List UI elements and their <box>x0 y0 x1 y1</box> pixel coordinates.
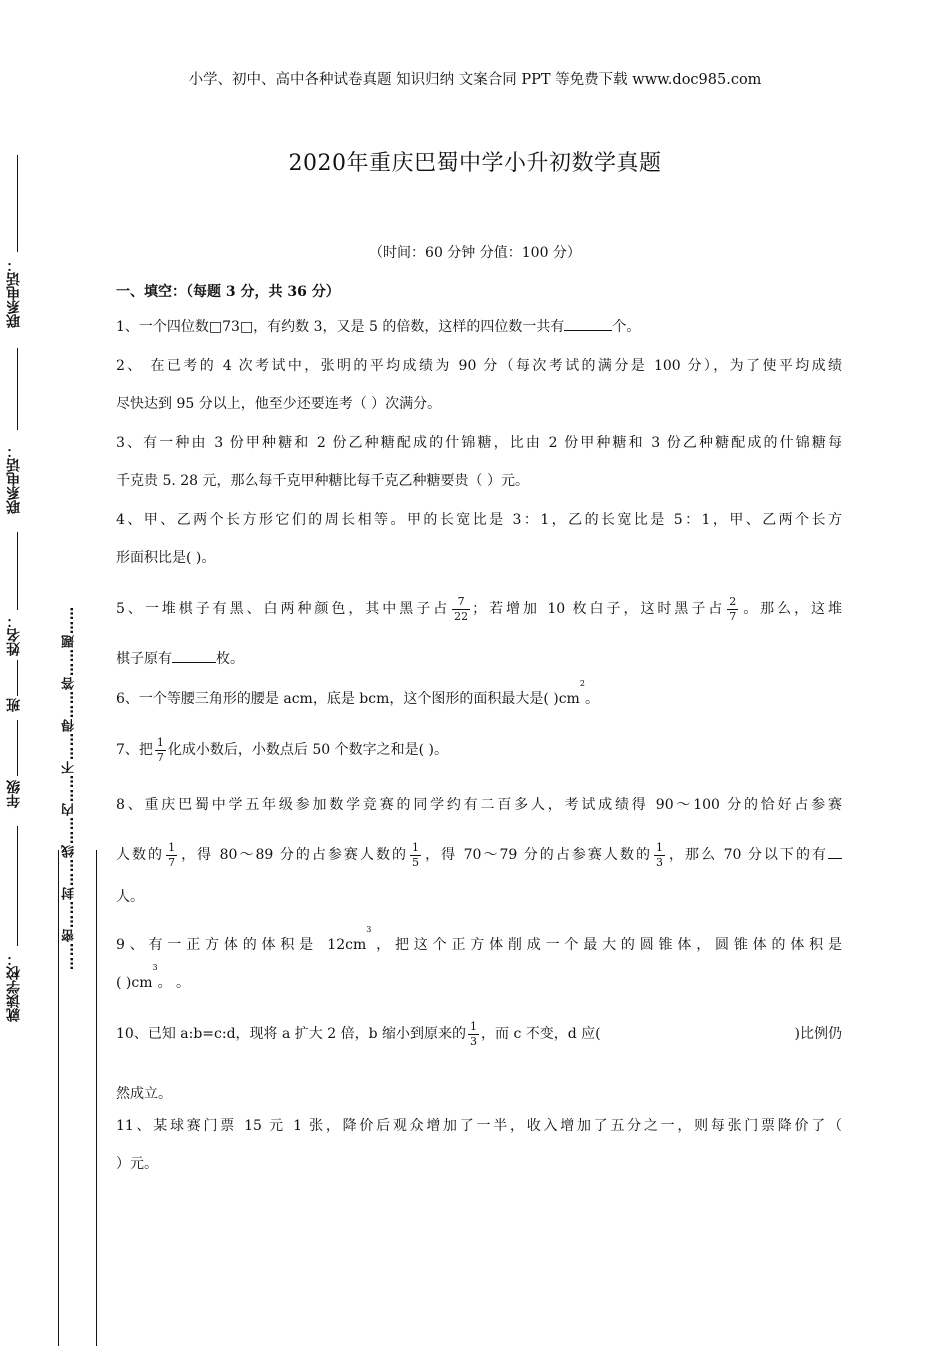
seal-line-right <box>96 850 97 1346</box>
fraction-denominator: 7 <box>168 855 176 869</box>
site-header: 小学、初中、高中各种试卷真题 知识归纳 文案合同 PPT 等免费下载 www.doc985.com <box>188 72 762 88</box>
margin-line-4 <box>17 660 18 696</box>
margin-line-5 <box>17 720 18 776</box>
question-5-text-e: 枚。 <box>216 651 244 667</box>
question-9-text-b: ，把这个正方体削成一个最大的圆锥体，圆锥体的体积是 <box>371 937 842 953</box>
fraction-1-3 <box>654 841 665 870</box>
question-6-text: 6、一个等腰三角形的腰是 acm，底是 bcm，这个图形的面积最大是( )cm <box>116 691 580 707</box>
question-8 <box>116 786 842 916</box>
margin-line-6 <box>17 826 18 946</box>
question-6 <box>116 680 842 718</box>
fraction-denominator: 3 <box>656 855 663 869</box>
question-5-text-b: ；若增加 10 枚白子，这时黑子占 <box>472 601 726 617</box>
fraction-numerator: 1 <box>656 840 663 854</box>
margin-label-phone-2: 联系电话： <box>6 444 22 514</box>
question-1 <box>116 308 842 346</box>
fraction-denominator: 22 <box>454 609 469 623</box>
margin-line-2 <box>17 348 18 430</box>
question-5-text-d: 棋子原有 <box>116 651 172 667</box>
question-10-text-a: 10、已知 a:b=c:d，现将 a 扩大 2 倍，b 缩小到原来的 <box>116 1026 467 1042</box>
superscript: 2 <box>579 679 585 688</box>
fraction-numerator: 2 <box>729 594 737 608</box>
question-1-text: 1、一个四位数□73□，有约数 3，又是 5 的倍数，这样的四位数一共有 <box>116 319 565 335</box>
question-8-text-c: ，得 80～89 分的占参赛人数的 <box>179 847 409 863</box>
question-9-line-2 <box>116 964 842 1002</box>
question-10-line-1 <box>116 1014 842 1054</box>
fraction-numerator: 7 <box>457 594 465 608</box>
margin-label-grade: 年级 <box>6 780 22 808</box>
exam-info: （时间：60 分钟 分值：100 分） <box>369 245 581 261</box>
fraction-numerator: 1 <box>168 840 176 854</box>
question-11-line-2: ）元。 <box>116 1156 158 1172</box>
question-8-text-e: ，那么 70 分以下的有 <box>667 847 829 863</box>
fraction-numerator: 1 <box>412 840 420 854</box>
margin-label-name: 姓名： <box>6 614 22 656</box>
fraction-denominator: 7 <box>729 609 737 623</box>
question-11 <box>116 1107 842 1183</box>
question-7 <box>116 730 842 770</box>
fraction-1-3 <box>468 1020 479 1049</box>
page-title: 2020年重庆巴蜀中学小升初数学真题 <box>288 151 662 176</box>
question-8-line-3: 人。 <box>116 889 144 905</box>
answer-blank <box>172 648 216 663</box>
question-4-line-1: 4、甲、乙两个长方形它们的周长相等。甲的长宽比是 3：1，乙的长宽比是 5：1，甲、乙两个长方 <box>116 512 842 528</box>
fraction-denominator: 7 <box>156 750 164 764</box>
margin-line-1 <box>17 155 18 252</box>
seal-line-left <box>58 850 59 1346</box>
question-8-line-2 <box>116 836 842 874</box>
question-7-text-a: 7、把 <box>116 742 153 758</box>
question-4-line-2: 形面积比是( )。 <box>116 550 216 566</box>
question-9-line-1 <box>116 926 842 964</box>
fraction-1-7 <box>166 841 177 870</box>
margin-label-class: 班 <box>6 698 22 712</box>
question-2 <box>116 347 842 423</box>
question-5 <box>116 589 842 679</box>
answer-blank <box>564 316 612 331</box>
question-8-text-d: ，得 70～79 分的占参赛人数的 <box>423 847 652 863</box>
margin-line-3 <box>17 532 18 610</box>
question-2-line-2: 尽快达到 95 分以上，他至少还要连考（ ）次满分。 <box>116 396 442 412</box>
question-1-tail: 个。 <box>612 319 641 335</box>
question-4 <box>116 501 842 577</box>
question-10-line-2: 然成立。 <box>116 1086 172 1102</box>
question-10-text-b: ，而 c 不变，d 应( <box>481 1026 601 1042</box>
superscript: 3 <box>152 963 158 972</box>
question-8-text-b: 人数的 <box>116 847 165 863</box>
question-9-text-a: 9、有一正方体的体积是 12cm <box>116 937 367 953</box>
question-5-text-a: 5、一堆棋子有黑、白两种颜色，其中黑子占 <box>116 601 451 617</box>
fraction-numerator: 1 <box>156 735 164 749</box>
margin-label-phone-1: 联系电话： <box>6 258 22 328</box>
question-9 <box>116 926 842 1002</box>
fraction-denominator: 3 <box>470 1034 478 1048</box>
answer-blank <box>828 844 842 859</box>
question-9-text-c: ( )cm <box>116 975 153 991</box>
question-5-line-1 <box>116 589 842 629</box>
question-9-text-d: 。 。 <box>157 975 191 991</box>
question-5-line-2 <box>116 639 842 679</box>
margin-label-school: 就读学校： <box>6 952 22 1022</box>
question-3 <box>116 424 842 500</box>
question-3-line-2: 千克贵 5. 28 元，那么每千克甲种糖比每千克乙种糖要贵（ ）元。 <box>116 473 529 489</box>
fraction-denominator: 5 <box>412 855 420 869</box>
question-2-line-1: 2、 在已考的 4 次考试中，张明的平均成绩为 90 分（每次考试的满分是 100 分），为了使平均成绩 <box>116 358 842 374</box>
question-3-line-1: 3、有一种由 3 份甲种糖和 2 份乙种糖配成的什锦糖，比由 2 份甲种糖和 3 份乙种糖配成的什锦糖每 <box>116 435 842 451</box>
section-heading: 一、填空：（每题 3 分，共 36 分） <box>116 284 340 300</box>
fraction-numerator: 1 <box>470 1019 478 1033</box>
superscript: 3 <box>366 925 372 934</box>
fraction-1-7 <box>155 736 166 765</box>
question-10-text-c: )比例仍 <box>794 1026 842 1042</box>
question-5-text-c: 。那么，这堆 <box>740 601 843 617</box>
fraction-2-7 <box>727 595 738 624</box>
fraction-7-22 <box>452 595 470 624</box>
question-8-line-1: 8、重庆巴蜀中学五年级参加数学竞赛的同学约有二百多人，考试成绩得 90～100 分的恰好占参赛 <box>116 797 842 813</box>
question-7-text-b: 化成小数后，小数点后 50 个数字之和是( )。 <box>167 742 449 758</box>
question-10 <box>116 1014 842 1114</box>
seal-line-text: ……密……封……线……内……不……得……答……题…… <box>62 606 77 970</box>
question-11-line-1: 11、某球赛门票 15 元 1 张，降价后观众增加了一半，收入增加了五分之一，则每张门票降价了（ <box>116 1118 842 1134</box>
fraction-1-5 <box>410 841 421 870</box>
question-6-tail: 。 <box>584 691 599 707</box>
